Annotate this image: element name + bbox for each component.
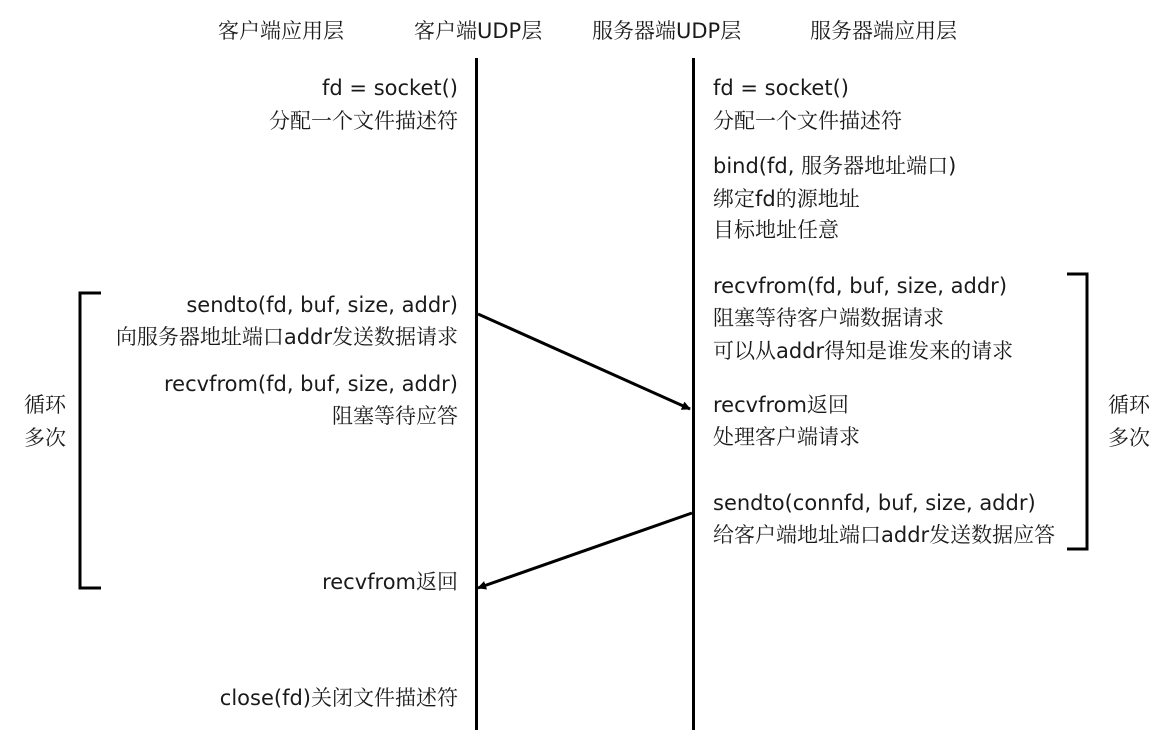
- server-loop-bracket: [1067, 274, 1087, 549]
- client-loop-label-1: 循环: [24, 393, 66, 417]
- server-loop-label-1: 循环: [1108, 393, 1150, 417]
- client-close-call: close(fd)关闭文件描述符: [219, 686, 458, 710]
- server-recvfrom-desc-1: 阻塞等待客户端数据请求: [713, 306, 944, 330]
- client-recvfrom-call: recvfrom(fd, buf, size, addr): [163, 372, 458, 396]
- server-bind-desc-1: 绑定fd的源地址: [713, 187, 860, 211]
- client-sendto-desc: 向服务器地址端口addr发送数据请求: [115, 325, 458, 349]
- server-sendto-call: sendto(connfd, buf, size, addr): [713, 491, 1036, 515]
- client-loop-label-2: 多次: [24, 426, 66, 450]
- lane-header-client-udp: 客户端UDP层: [414, 19, 543, 43]
- server-socket-call: fd = socket(): [713, 76, 849, 100]
- server-handle-desc: 处理客户端请求: [713, 425, 860, 449]
- lane-header-client-app: 客户端应用层: [218, 19, 344, 43]
- client-recvfrom-return: recvfrom返回: [322, 570, 458, 594]
- server-bind-call: bind(fd, 服务器地址端口): [713, 154, 957, 178]
- server-loop-label-2: 多次: [1108, 426, 1150, 450]
- server-sendto-desc: 给客户端地址端口addr发送数据应答: [713, 523, 1056, 547]
- server-recvfrom-return: recvfrom返回: [713, 393, 849, 417]
- response-arrow: [478, 513, 692, 588]
- client-socket-desc: 分配一个文件描述符: [269, 109, 458, 133]
- client-socket-call: fd = socket(): [322, 76, 458, 100]
- server-recvfrom-call: recvfrom(fd, buf, size, addr): [713, 274, 1008, 298]
- lane-header-server-app: 服务器端应用层: [810, 19, 957, 43]
- client-recvfrom-desc: 阻塞等待应答: [332, 404, 458, 428]
- server-socket-desc: 分配一个文件描述符: [713, 109, 902, 133]
- lane-header-server-udp: 服务器端UDP层: [592, 19, 742, 43]
- server-bind-desc-2: 目标地址任意: [713, 218, 839, 242]
- server-recvfrom-desc-2: 可以从addr得知是谁发来的请求: [713, 339, 1014, 363]
- client-sendto-call: sendto(fd, buf, size, addr): [186, 293, 458, 317]
- client-loop-bracket: [80, 293, 101, 588]
- request-arrow: [478, 314, 690, 409]
